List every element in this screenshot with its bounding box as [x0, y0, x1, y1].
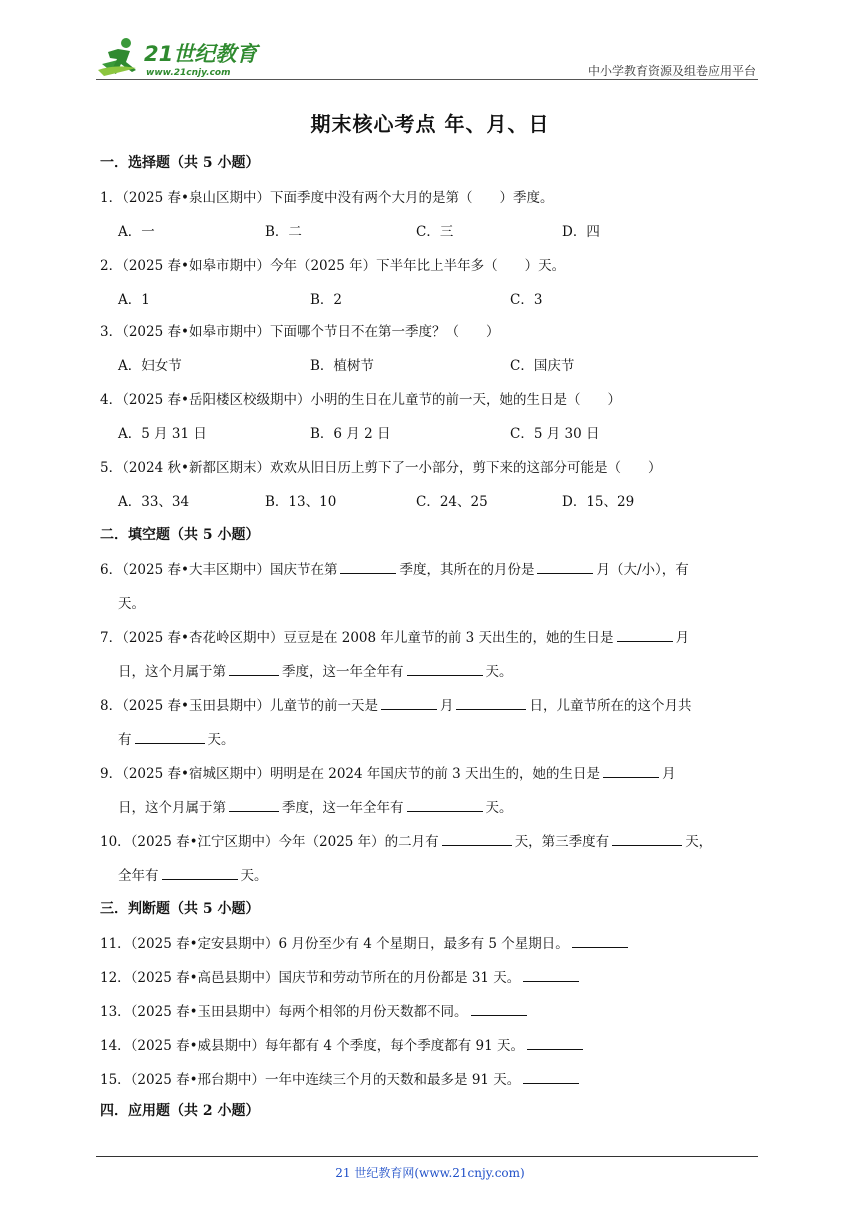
- option-c: C．国庆节: [510, 358, 575, 374]
- question-9: 9．（2025 春•宿城区期中）明明是在 2024 年国庆节的前 3 天出生的，她的生日是 月: [100, 766, 676, 782]
- option-a: A．1: [118, 292, 150, 308]
- platform-name: 中小学教育资源及组卷应用平台: [587, 64, 756, 78]
- question-7: 7．（2025 春•杏花岭区期中）豆豆是在 2008 年儿童节的前 3 天出生的，她的生日是 月: [100, 630, 690, 646]
- option-d: D．15、29: [562, 494, 635, 510]
- question-6-line-2: 天。: [118, 596, 145, 612]
- question-15: 15．（2025 春•邢台期中）一年中连续三个月的天数和最多是 91 天。: [100, 1068, 582, 1088]
- option-b: B．6 月 2 日: [310, 426, 391, 442]
- answer-blank[interactable]: [229, 663, 279, 676]
- option-b: B．二: [265, 224, 302, 240]
- page-footer: 21 世纪教育网(www.21cnjy.com): [335, 1166, 525, 1180]
- option-a: A．33、34: [118, 494, 190, 510]
- option-d: D．四: [562, 224, 600, 240]
- answer-blank[interactable]: [572, 935, 628, 948]
- answer-blank[interactable]: [471, 1003, 527, 1016]
- logo-text: 21世纪教育: [144, 42, 258, 66]
- question-4: 4．（2025 春•岳阳楼区校级期中）小明的生日在儿童节的前一天，她的生日是（ ）: [100, 392, 621, 408]
- logo: [96, 34, 266, 78]
- answer-blank[interactable]: [340, 561, 396, 574]
- runner-icon: [98, 38, 136, 76]
- option-b: B．2: [310, 292, 343, 308]
- answer-blank[interactable]: [442, 833, 512, 846]
- section-heading: 一．选择题（共 5 小题）: [100, 155, 260, 171]
- answer-blank[interactable]: [407, 663, 483, 676]
- question-1: 1．（2025 春•泉山区期中）下面季度中没有两个大月的是第（ ）季度。: [100, 190, 554, 206]
- option-c: C．3: [510, 292, 543, 308]
- question-5: 5．（2024 秋•新都区期末）欢欢从旧日历上剪下了一小部分，剪下来的这部分可能是（ ）: [100, 460, 662, 476]
- option-c: C．5 月 30 日: [510, 426, 600, 442]
- answer-blank[interactable]: [407, 799, 483, 812]
- page-title: 期末核心考点 年、月、日: [310, 112, 550, 136]
- answer-blank[interactable]: [527, 1037, 583, 1050]
- question-10-line-2: 全年有 天。: [118, 868, 268, 884]
- answer-blank[interactable]: [537, 561, 593, 574]
- option-c: C．24、25: [416, 494, 488, 510]
- question-8: 8．（2025 春•玉田县期中）儿童节的前一天是 月 日，儿童节所在的这个月共: [100, 698, 692, 714]
- answer-blank[interactable]: [135, 731, 205, 744]
- option-c: C．三: [416, 224, 454, 240]
- page-header: [96, 30, 758, 80]
- question-8-line-2: 有 天。: [118, 732, 235, 748]
- question-12: 12．（2025 春•高邑县期中）国庆节和劳动节所在的月份都是 31 天。: [100, 966, 582, 986]
- question-2: 2．（2025 春•如皋市期中）今年（2025 年）下半年比上半年多（ ）天。: [100, 258, 566, 274]
- header-divider: [96, 79, 758, 80]
- answer-blank[interactable]: [523, 969, 579, 982]
- logo-url: www.21cnjy.com: [146, 68, 231, 78]
- footer-divider: [96, 1156, 758, 1157]
- answer-blank[interactable]: [617, 629, 673, 642]
- question-14: 14．（2025 春•威县期中）每年都有 4 个季度，每个季度都有 91 天。: [100, 1034, 586, 1054]
- section-heading: 二．填空题（共 5 小题）: [100, 527, 260, 543]
- option-b: B．植树节: [310, 358, 374, 374]
- answer-blank[interactable]: [612, 833, 682, 846]
- answer-blank[interactable]: [603, 765, 659, 778]
- option-a: A．妇女节: [118, 358, 182, 374]
- answer-blank[interactable]: [381, 697, 437, 710]
- option-a: A．一: [118, 224, 155, 240]
- question-13: 13．（2025 春•玉田县期中）每两个相邻的月份天数都不同。: [100, 1000, 530, 1020]
- answer-blank[interactable]: [523, 1071, 579, 1084]
- section-heading: 三．判断题（共 5 小题）: [100, 901, 260, 917]
- question-6: 6．（2025 春•大丰区期中）国庆节在第 季度，其所在的月份是 月（大/小），有: [100, 562, 689, 578]
- answer-blank[interactable]: [456, 697, 526, 710]
- question-7-line-2: 日，这个月属于第 季度，这一年全年有 天。: [118, 664, 513, 680]
- option-a: A．5 月 31 日: [118, 426, 207, 442]
- question-3: 3．（2025 春•如皋市期中）下面哪个节日不在第一季度？（ ）: [100, 324, 500, 340]
- section-heading: 四．应用题（共 2 小题）: [100, 1103, 260, 1119]
- answer-blank[interactable]: [162, 867, 238, 880]
- question-10: 10．（2025 春•江宁区期中）今年（2025 年）的二月有 天，第三季度有 天，: [100, 834, 713, 850]
- question-11: 11．（2025 春•定安县期中）6 月份至少有 4 个星期日，最多有 5 个星期日。: [100, 932, 631, 952]
- option-b: B．13、10: [265, 494, 337, 510]
- answer-blank[interactable]: [229, 799, 279, 812]
- question-9-line-2: 日，这个月属于第 季度，这一年全年有 天。: [118, 800, 513, 816]
